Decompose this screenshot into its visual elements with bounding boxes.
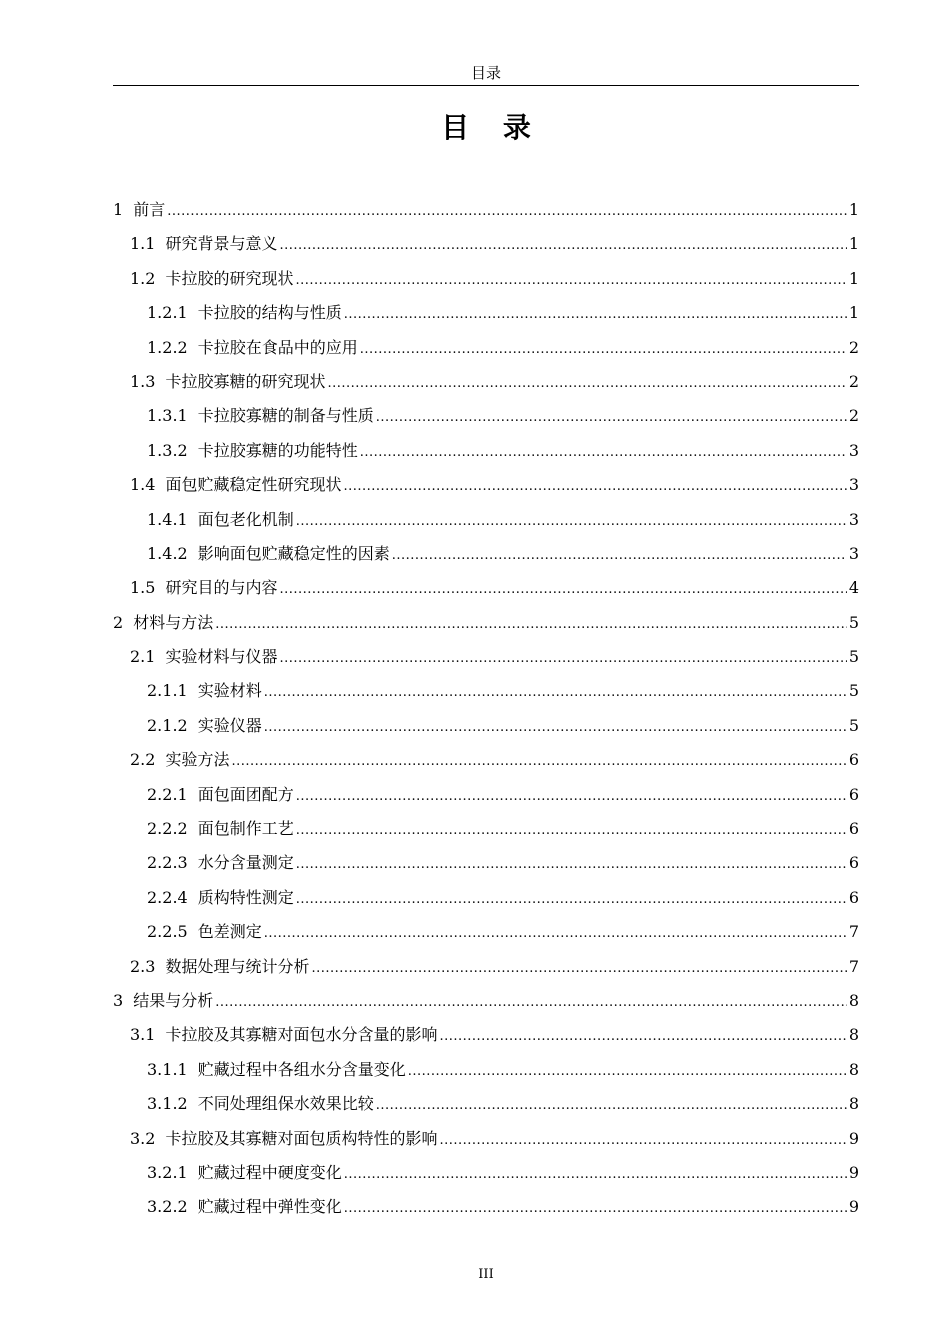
- toc-dot-leader: [296, 848, 847, 882]
- toc-entry-title: 材料与方法: [133, 612, 214, 632]
- toc-entry[interactable]: [113, 846, 859, 880]
- toc-entry-title: 结果与分析: [133, 990, 214, 1010]
- toc-dot-leader: [296, 505, 847, 539]
- toc-dot-leader: [344, 1158, 847, 1192]
- toc-entry-page: 3: [848, 440, 859, 460]
- toc-entry-title: 卡拉胶及其寡糖对面包质构特性的影响: [165, 1128, 438, 1148]
- toc-dot-leader: [376, 1089, 847, 1123]
- toc-entry-number: 3.1.2: [147, 1094, 188, 1114]
- toc-entry-title: 面包老化机制: [197, 509, 294, 529]
- toc-dot-leader: [215, 608, 847, 642]
- toc-entry-title: 卡拉胶及其寡糖对面包水分含量的影响: [165, 1025, 438, 1045]
- toc-entry[interactable]: [113, 571, 859, 605]
- toc-entry-number: 3.2: [130, 1128, 156, 1148]
- toc-entry[interactable]: [113, 399, 859, 433]
- toc-entry[interactable]: [113, 1087, 859, 1121]
- toc-entry-page: 6: [848, 887, 859, 907]
- toc-entry-number: 1.2.2: [147, 337, 188, 357]
- toc-dot-leader: [360, 436, 847, 470]
- toc-entry[interactable]: [113, 606, 859, 640]
- toc-entry-number: 3.2.2: [147, 1197, 188, 1217]
- toc-dot-leader: [264, 711, 847, 745]
- toc-entry[interactable]: [113, 1018, 859, 1052]
- toc-entry-number: 2.1: [130, 647, 156, 667]
- toc-entry-title: 实验方法: [165, 750, 230, 770]
- toc-entry-page: 7: [848, 956, 859, 976]
- toc-entry-number: 3.1.1: [147, 1059, 188, 1079]
- toc-dot-leader: [327, 367, 846, 401]
- toc-entry-number: 1.3.2: [147, 440, 188, 460]
- toc-dot-leader: [231, 745, 846, 779]
- toc-entry-page: 5: [848, 681, 859, 701]
- toc-entry-page: 3: [848, 509, 859, 529]
- toc-entry-page: 8: [848, 1025, 859, 1045]
- toc-entry[interactable]: [113, 331, 859, 365]
- toc-entry-title: 实验材料与仪器: [165, 647, 278, 667]
- toc-entry-title: 不同处理组保水效果比较: [197, 1094, 374, 1114]
- toc-dot-leader: [344, 1192, 847, 1226]
- toc-entry-title: 卡拉胶在食品中的应用: [197, 337, 358, 357]
- toc-entry[interactable]: [113, 193, 859, 227]
- toc-entry[interactable]: [113, 984, 859, 1018]
- toc-dot-leader: [439, 1020, 846, 1054]
- toc-entry-page: 3: [848, 543, 859, 563]
- toc-entry-number: 1.4.2: [147, 543, 188, 563]
- toc-entry[interactable]: [113, 640, 859, 674]
- toc-entry-title: 研究背景与意义: [165, 234, 278, 254]
- toc-entry-number: 3.2.1: [147, 1162, 188, 1182]
- toc-dot-leader: [343, 470, 846, 504]
- toc-entry[interactable]: [113, 434, 859, 468]
- toc-entry-page: 9: [848, 1128, 859, 1148]
- toc-entry-title: 前言: [133, 200, 166, 219]
- toc-dot-leader: [408, 1055, 847, 1089]
- toc-entry-page: 9: [848, 1197, 859, 1217]
- toc-entry-title: 卡拉胶的结构与性质: [197, 303, 342, 323]
- toc-entry-title: 水分含量测定: [197, 853, 294, 873]
- toc-entry[interactable]: [113, 1053, 859, 1087]
- toc-entry-number: 1.1: [130, 234, 156, 254]
- toc-entry-title: 面包贮藏稳定性研究现状: [165, 475, 342, 495]
- toc-entry-page: 6: [848, 750, 859, 770]
- toc-entry-title: 实验材料: [197, 681, 262, 701]
- toc-dot-leader: [296, 883, 847, 917]
- toc-entry-number: 1.2.1: [147, 303, 188, 323]
- toc-entry-title: 实验仪器: [197, 715, 262, 735]
- toc-entry-title: 面包制作工艺: [197, 819, 294, 839]
- toc-dot-leader: [279, 642, 846, 676]
- toc-entry-title: 质构特性测定: [197, 887, 294, 907]
- toc-entry-page: 5: [848, 647, 859, 667]
- toc-entry-number: 2.2.1: [147, 784, 188, 804]
- toc-entry-title: 贮藏过程中弹性变化: [197, 1197, 342, 1217]
- toc-entry[interactable]: [113, 950, 859, 984]
- toc-dot-leader: [360, 333, 847, 367]
- toc-entry-page: 1: [848, 303, 859, 323]
- toc-entry-title: 研究目的与内容: [165, 578, 278, 598]
- toc-entry-title: 面包面团配方: [197, 784, 294, 804]
- toc-entry-page: 2: [848, 371, 859, 391]
- toc-entry-number: 1.4.1: [147, 509, 188, 529]
- toc-entry-number: 2.2.3: [147, 853, 188, 873]
- running-header: 目录: [470, 64, 501, 82]
- toc-dot-leader: [279, 573, 846, 607]
- toc-entry-page: 2: [848, 337, 859, 357]
- toc-entry-page: 3: [848, 475, 859, 495]
- toc-entry-number: 2.1.1: [147, 681, 188, 701]
- table-of-contents: [113, 193, 859, 1225]
- toc-dot-leader: [392, 539, 847, 573]
- toc-entry-page: 9: [848, 1162, 859, 1182]
- toc-entry-number: 1.3: [130, 371, 156, 391]
- toc-entry[interactable]: [113, 296, 859, 330]
- toc-dot-leader: [344, 298, 847, 332]
- toc-entry-number: 2.3: [130, 956, 156, 976]
- toc-entry[interactable]: [113, 915, 859, 949]
- toc-entry-number: 1.5: [130, 578, 156, 598]
- toc-entry[interactable]: [113, 1156, 859, 1190]
- toc-entry-title: 卡拉胶寡糖的功能特性: [197, 440, 358, 460]
- toc-entry-page: 1: [848, 200, 859, 219]
- toc-entry-title: 色差测定: [197, 922, 262, 942]
- toc-dot-leader: [279, 229, 846, 263]
- toc-entry-page: 6: [848, 819, 859, 839]
- toc-entry-page: 5: [848, 715, 859, 735]
- toc-entry-page: 8: [848, 990, 859, 1010]
- toc-entry[interactable]: [113, 227, 859, 261]
- toc-entry[interactable]: [113, 743, 859, 777]
- toc-dot-leader: [215, 986, 847, 1020]
- toc-entry-title: 卡拉胶寡糖的研究现状: [165, 371, 326, 391]
- toc-entry-title: 贮藏过程中硬度变化: [197, 1162, 342, 1182]
- toc-entry-page: 4: [848, 578, 859, 598]
- page-title: 目 录: [441, 111, 543, 144]
- toc-entry-number: 2.2.4: [147, 887, 188, 907]
- toc-entry-title: 数据处理与统计分析: [165, 956, 310, 976]
- toc-entry-number: 1.2: [130, 268, 156, 288]
- toc-entry-number: 1.3.1: [147, 406, 188, 426]
- toc-entry-number: 2: [113, 612, 124, 632]
- toc-entry-number: 2.2.5: [147, 922, 188, 942]
- toc-dot-leader: [311, 952, 846, 986]
- toc-entry-page: 1: [848, 234, 859, 254]
- toc-entry-page: 5: [848, 612, 859, 632]
- toc-entry-number: 2.2.2: [147, 819, 188, 839]
- toc-entry[interactable]: [113, 1190, 859, 1224]
- toc-dot-leader: [439, 1124, 846, 1158]
- toc-entry-page: 2: [848, 406, 859, 426]
- toc-entry-number: 1: [113, 200, 124, 219]
- toc-entry[interactable]: [113, 709, 859, 743]
- toc-entry-number: 2.2: [130, 750, 156, 770]
- toc-entry[interactable]: [113, 262, 859, 296]
- toc-entry-title: 影响面包贮藏稳定性的因素: [197, 543, 390, 563]
- toc-entry-page: 1: [848, 268, 859, 288]
- toc-dot-leader: [295, 264, 846, 298]
- toc-entry-title: 卡拉胶的研究现状: [165, 268, 294, 288]
- toc-entry[interactable]: [113, 674, 859, 708]
- page-number: III: [478, 1267, 494, 1282]
- toc-entry[interactable]: [113, 881, 859, 915]
- toc-entry[interactable]: [113, 503, 859, 537]
- toc-entry[interactable]: [113, 1122, 859, 1156]
- toc-entry-page: 7: [848, 922, 859, 942]
- toc-entry-page: 6: [848, 784, 859, 804]
- toc-entry-number: 2.1.2: [147, 715, 188, 735]
- toc-entry[interactable]: [113, 468, 859, 502]
- toc-dot-leader: [167, 195, 847, 229]
- toc-entry[interactable]: [113, 812, 859, 846]
- toc-entry-title: 贮藏过程中各组水分含量变化: [197, 1059, 406, 1079]
- toc-dot-leader: [296, 814, 847, 848]
- toc-dot-leader: [296, 780, 847, 814]
- toc-dot-leader: [264, 917, 847, 951]
- toc-dot-leader: [264, 676, 847, 710]
- toc-entry-page: 8: [848, 1094, 859, 1114]
- toc-entry-title: 卡拉胶寡糖的制备与性质: [197, 406, 374, 426]
- header-rule: [113, 85, 859, 86]
- toc-entry-number: 3.1: [130, 1025, 156, 1045]
- toc-dot-leader: [376, 401, 847, 435]
- toc-entry-page: 8: [848, 1059, 859, 1079]
- toc-entry-page: 6: [848, 853, 859, 873]
- toc-entry[interactable]: [113, 365, 859, 399]
- toc-entry[interactable]: [113, 778, 859, 812]
- toc-entry[interactable]: [113, 537, 859, 571]
- toc-entry-number: 1.4: [130, 475, 156, 495]
- toc-entry-number: 3: [113, 990, 124, 1010]
